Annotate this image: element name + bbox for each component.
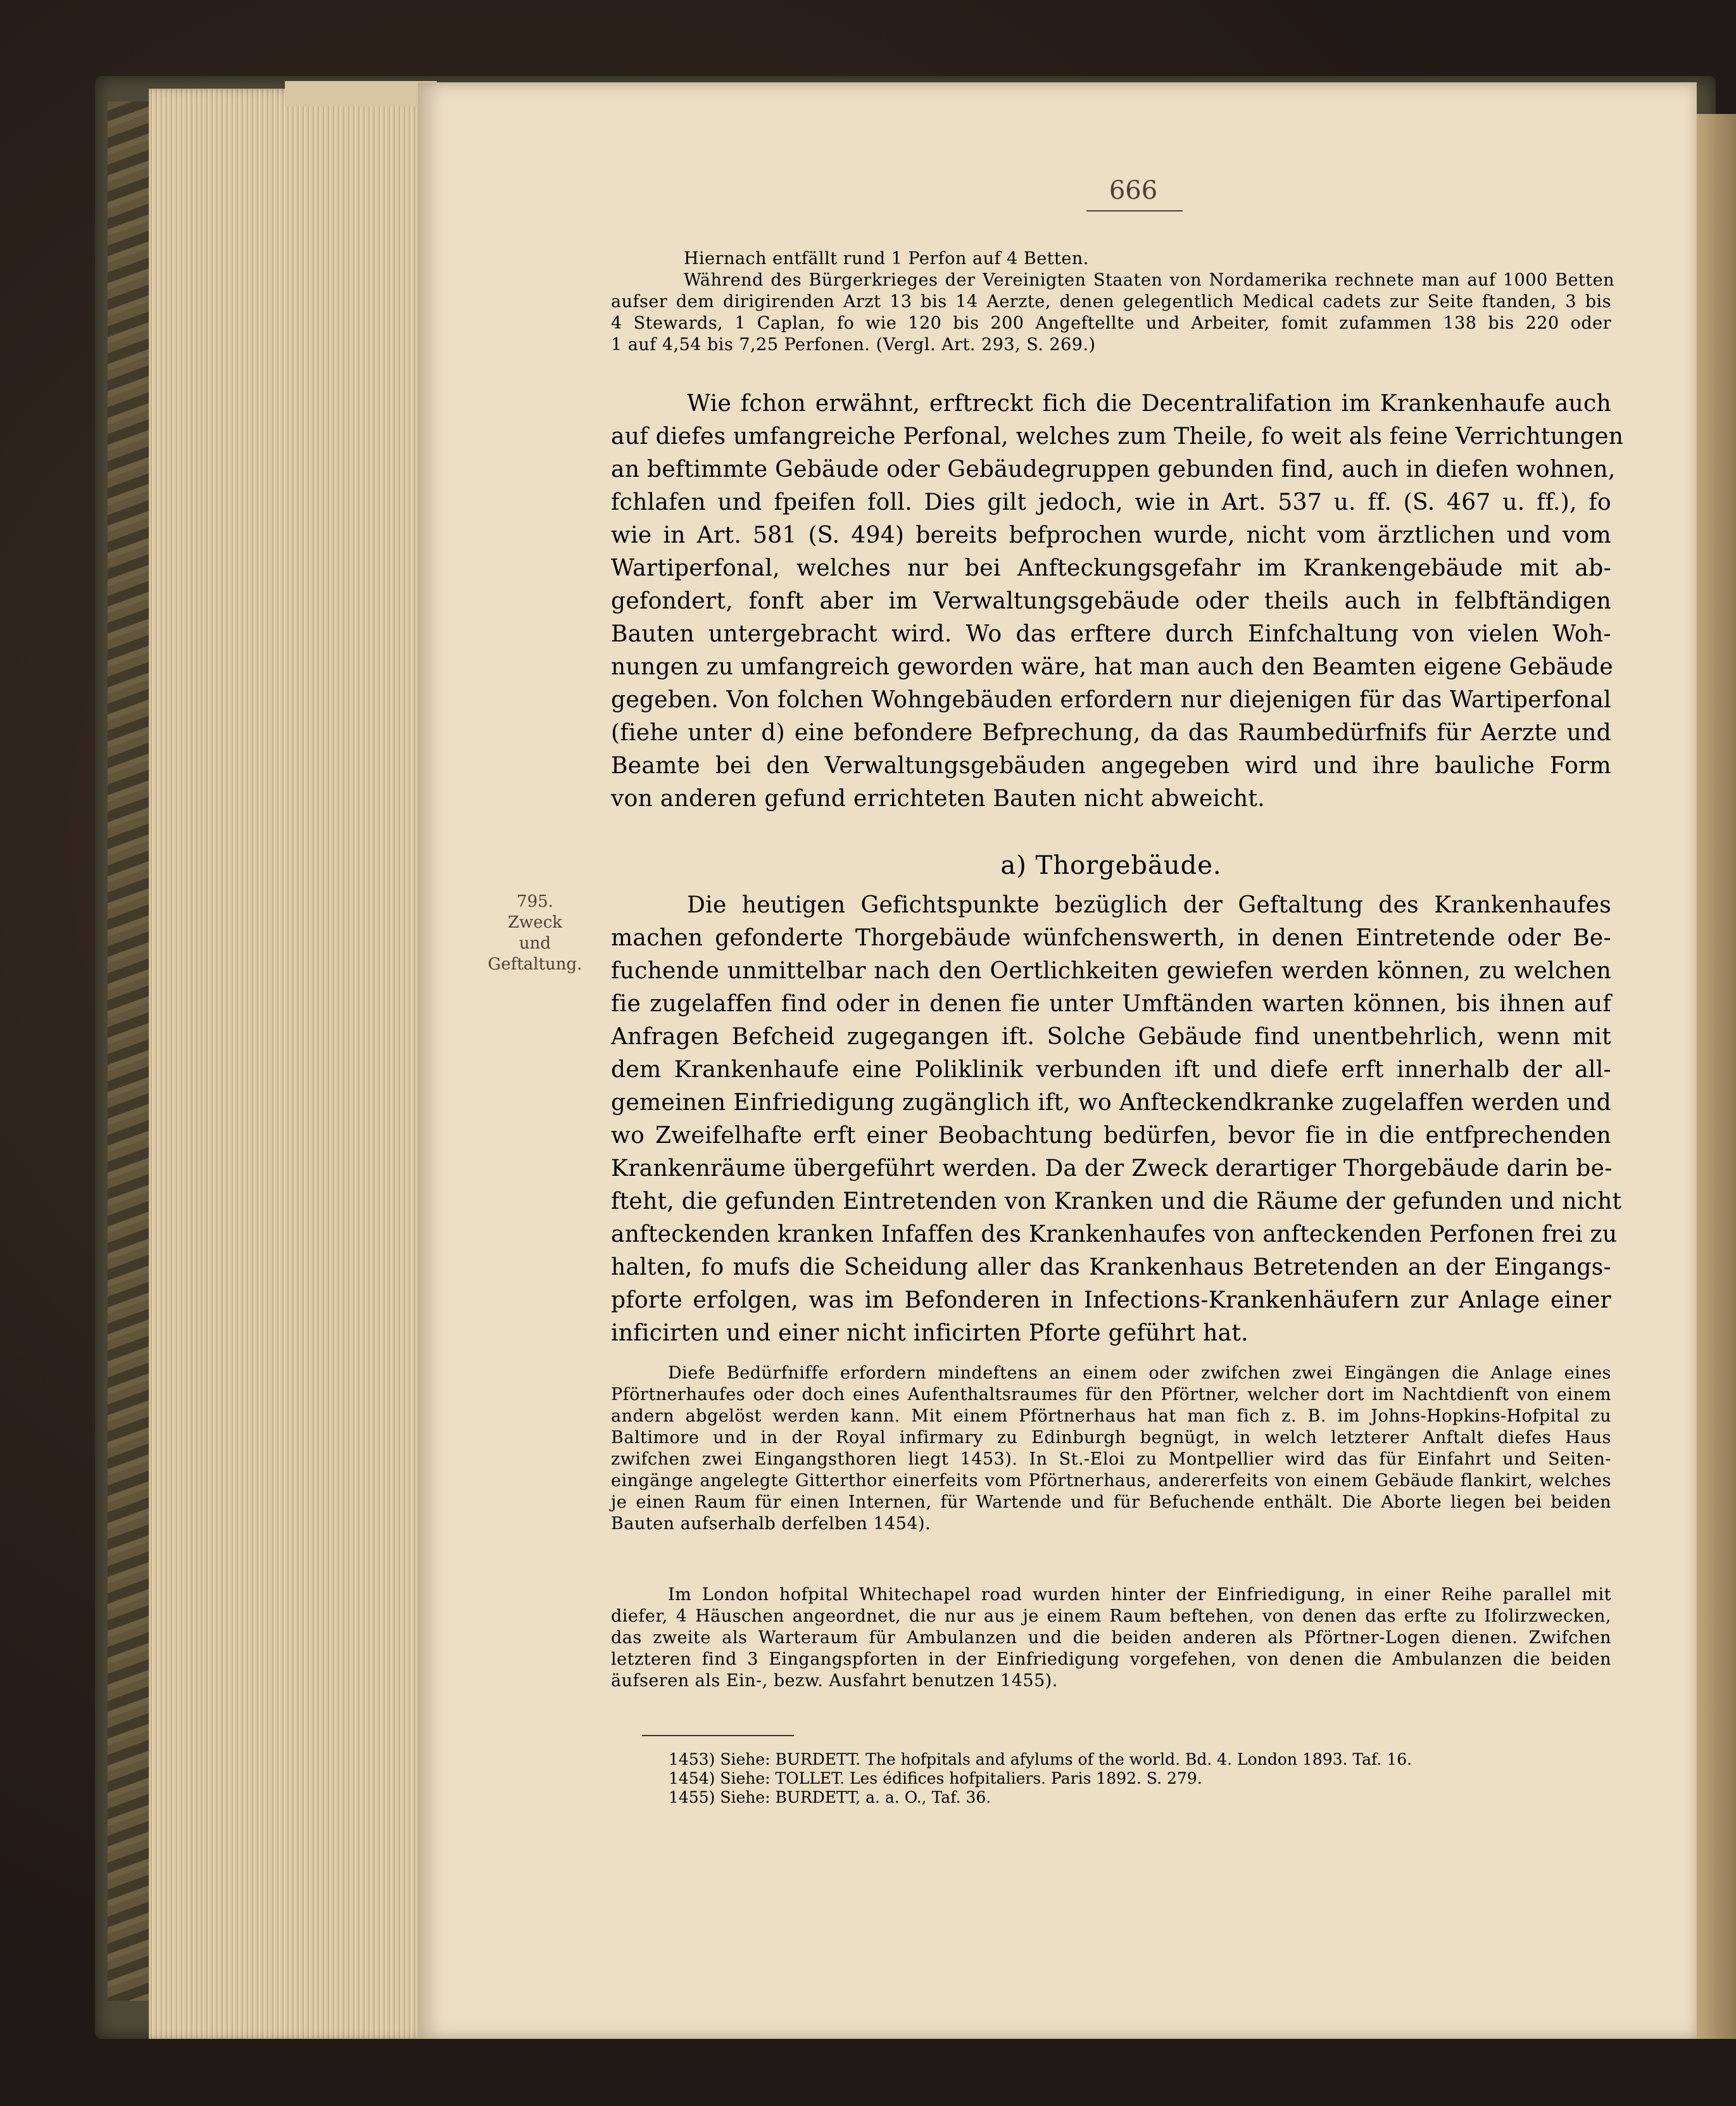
footnote-1455: 1455) Siehe: BURDETT, a. a. O., Taf. 36. [669, 1788, 991, 1806]
text-line: pforte erfolgen, was im Befonderen in Infections-Krankenhäufern zur Anlage einer [611, 1287, 1611, 1313]
footnote-1453: 1453) Siehe: BURDETT. The hofpitals and afylums of the world. Bd. 4. London 1893. Taf. 16. [669, 1750, 1412, 1769]
margin-note-line: und [519, 934, 551, 953]
text-line: wie in Art. 581 (S. 494) bereits befprochen wurde, nicht vom ärztlichen und vom [611, 522, 1611, 548]
page-number-rule [1086, 210, 1183, 211]
text-line: halten, fo mufs die Scheidung aller das Krankenhaus Betretenden an der Eingangs- [611, 1254, 1611, 1280]
margin-note-number: 795. [517, 892, 553, 911]
text-line: 4 Stewards, 1 Caplan, fo wie 120 bis 200 Angeftellte und Arbeiter, fomit zufammen 138 bis 220 oder [611, 313, 1611, 333]
text-line: Bauten untergebracht wird. Wo das erftere durch Einfchaltung von vielen Woh- [611, 621, 1611, 647]
text-line: Hiernach entfällt rund 1 Perfon auf 4 Betten. [684, 249, 1089, 268]
text-line: Während des Bürgerkrieges der Vereinigten Staaten von Nordamerika rechnete man auf 1000 Betten [684, 270, 1614, 290]
page-number: 666 [1109, 176, 1158, 205]
text-line: an beftimmte Gebäude oder Gebäudegruppen gebunden find, auch in diefen wohnen, [611, 457, 1616, 482]
text-line: gegeben. Von folchen Wohngebäuden erfordern nur diejenigen für das Wartiperfonal [611, 687, 1611, 713]
small-text-london [611, 1584, 1611, 1692]
text-line: fie zugelaffen find oder in denen fie unter Umftänden warten können, bis ihnen auf [611, 991, 1611, 1017]
intro-small-text-cont [611, 291, 1611, 356]
text-line: je einen Raum für einen Internen, für Wartende und für Befuchende enthält. Die Aborte liegen bei beiden [611, 1492, 1611, 1512]
text-line: andern abgelöst werden kann. Mit einem Pförtnerhaus hat man fich z. B. im Johns-Hopkins-Hofpital zu [611, 1406, 1611, 1426]
small-text-pfoertner [611, 1363, 1611, 1535]
text-line: eingänge angelegte Gitterthor einerfeits vom Pförtnerhaus, andererfeits von einem Gebäude flankirt, welches [611, 1471, 1611, 1491]
footnotes [669, 1750, 1492, 1807]
text-line: Pförtnerhaufes oder doch eines Aufenthaltsraumes für den Pförtner, welcher dort im Nachtdienft von einem [611, 1385, 1611, 1404]
text-line: aufser dem dirigirenden Arzt 13 bis 14 Aerzte, denen gelegentlich Medical cadets zur Seite ftanden, 3 bis [611, 292, 1611, 312]
text-line: gefondert, fonft aber im Verwaltungsgebäude oder theils auch in felbftändigen [611, 588, 1611, 614]
text-line: 1 auf 4,54 bis 7,25 Perfonen. (Vergl. Art. 293, S. 269.) [611, 335, 1096, 355]
page-stack-top [285, 81, 437, 106]
footnote-1454: 1454) Siehe: TOLLET. Les édifices hofpitaliers. Paris 1892. S. 279. [669, 1769, 1202, 1788]
paragraph-personnel [611, 388, 1624, 816]
text-line: machen gefonderte Thorgebäude wünfchenswerth, in denen Eintretende oder Be- [611, 925, 1611, 951]
text-line: Im London hofpital Whitechapel road wurden hinter der Einfriedigung, in einer Reihe parallel mit [668, 1585, 1611, 1605]
text-line: letzteren find 3 Eingangspforten in der Einfriedigung vorgefehen, von denen die Ambulanzen die beiden [611, 1649, 1611, 1669]
margin-note-line: Geftaltung. [487, 955, 582, 974]
text-line: Krankenräume übergeführt werden. Da der Zweck derartiger Thorgebäude darin be- [611, 1156, 1613, 1182]
text-line: inficirten und einer nicht inficirten Pforte geführt hat. [611, 1320, 1249, 1346]
text-line: fuchende unmittelbar nach den Oertlichkeiten gewiefen werden können, zu welchen [611, 958, 1611, 984]
text-line: zwifchen zwei Eingangsthoren liegt 1453). In St.-Eloi zu Montpellier wird das für Einfahrt und Seiten- [611, 1449, 1611, 1469]
text-line: von anderen gefund errichteten Bauten nicht abweicht. [611, 786, 1265, 812]
text-line: nungen zu umfangreich geworden wäre, hat man auch den Beamten eigene Gebäude [611, 654, 1613, 680]
footnote-rule [642, 1735, 794, 1736]
text-line: Baltimore und in der Royal infirmary zu Edinburgh begnügt, in welch letzterer Anftalt diefes Haus [611, 1428, 1611, 1447]
section-heading: a) Thorgebäude. [1000, 851, 1222, 880]
text-line: anfteckenden kranken Infaffen des Krankenhaufes von anfteckenden Perfonen frei zu [611, 1221, 1618, 1247]
intro-small-text [684, 248, 1614, 291]
text-line: auf diefes umfangreiche Perfonal, welches zum Theile, fo weit als feine Verrichtungen [611, 424, 1624, 450]
text-line: wo Zweifelhafte erft einer Beobachtung bedürfen, bevor fie in die entfprechenden [611, 1123, 1611, 1149]
text-line: Wartiperfonal, welches nur bei Anfteckungsgefahr im Krankengebäude mit ab- [611, 555, 1611, 581]
text-line: Beamte bei den Verwaltungsgebäuden angegeben wird und ihre bauliche Form [611, 753, 1611, 779]
text-line: fteht, die gefunden Eintretenden von Kranken und die Räume der gefunden und nicht [611, 1189, 1622, 1214]
facing-page-edge [1697, 114, 1736, 2039]
text-line: dem Krankenhaufe eine Poliklinik verbunden ift und diefe erft innerhalb der all- [611, 1057, 1611, 1083]
margin-note [487, 892, 582, 975]
text-line: (fiehe unter d) eine befondere Befprechung, da das Raumbedürfnifs für Aerzte und [611, 720, 1611, 746]
text-line: Bauten aufserhalb derfelben 1454). [611, 1514, 931, 1534]
text-line: diefer, 4 Häuschen angeordnet, die nur aus je einem Raum beftehen, von denen das erfte zu Ifolirzwecken, [611, 1606, 1611, 1626]
text-line: Wie fchon erwähnt, erftreckt fich die Decentralifation im Krankenhaufe auch [687, 391, 1611, 417]
margin-note-line: Zweck [507, 913, 563, 932]
text-line: fchlafen und fpeifen foll. Dies gilt jedoch, wie in Art. 537 u. ff. (S. 467 u. ff.), fo [611, 489, 1611, 515]
text-line: äufseren als Ein-, bezw. Ausfahrt benutzen 1455). [611, 1671, 1058, 1691]
text-line: das zweite als Warteraum für Ambulanzen und die beiden anderen als Pförtner-Logen dienen. Zwifchen [611, 1628, 1611, 1648]
text-line: Die heutigen Gefichtspunkte bezüglich der Geftaltung des Krankenhaufes [687, 892, 1611, 918]
text-line: Diefe Bedürfniffe erfordern mindeftens an einem oder zwifchen zwei Eingängen die Anlage eines [668, 1363, 1611, 1383]
paragraph-thorgebaeude [611, 889, 1622, 1350]
text-line: Anfragen Befcheid zugegangen ift. Solche Gebäude find unentbehrlich, wenn mit [611, 1024, 1611, 1050]
page-stack [149, 89, 427, 2039]
text-line: gemeinen Einfriedigung zugänglich ift, wo Anfteckendkranke zugelaffen werden und [611, 1090, 1611, 1116]
